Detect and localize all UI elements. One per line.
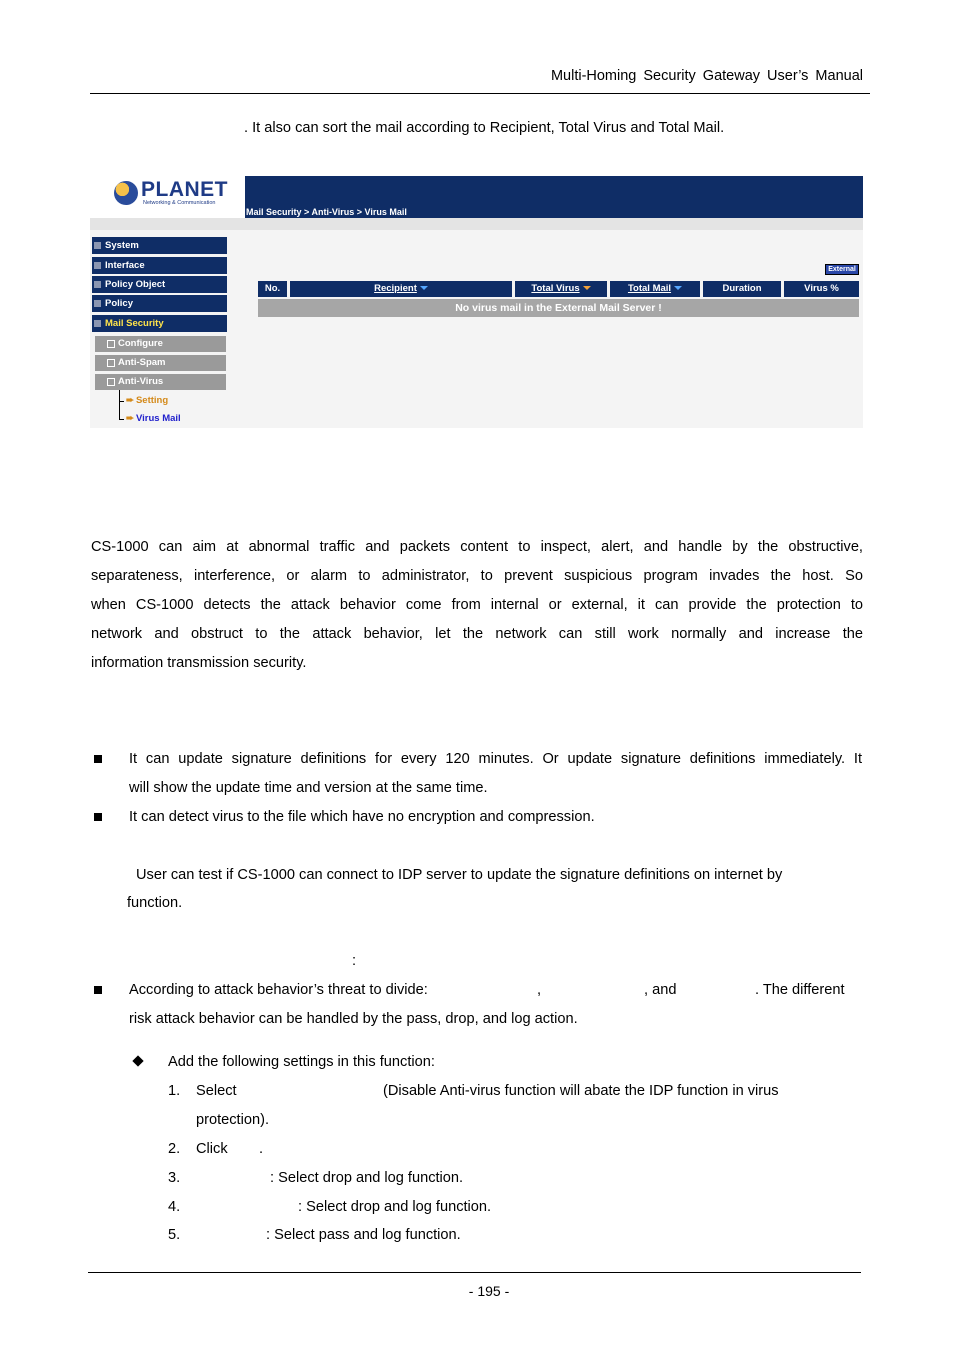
diamond-bullet-icon: [132, 1055, 143, 1066]
expand-icon: [107, 340, 115, 348]
collapse-icon: [107, 378, 115, 386]
step-5-number: 5.: [168, 1227, 181, 1243]
step-2-text: Click: [196, 1141, 228, 1157]
attack-bullet-line2: risk attack behavior can be handled by the pass, drop, and log action.: [129, 1011, 578, 1027]
step-4-number: 4.: [168, 1199, 181, 1215]
col-recipient[interactable]: Recipient: [290, 281, 512, 297]
step-1-note: (Disable Anti-virus function will abate the IDP function in virus: [383, 1083, 779, 1099]
nav-sub-anti-spam[interactable]: Anti-Spam: [95, 355, 226, 371]
arrow-right-icon: ➨: [126, 395, 134, 406]
planet-logo-text: PLANET: [141, 178, 228, 201]
arrow-right-icon: ➨: [126, 413, 134, 424]
col-duration: Duration: [703, 281, 781, 297]
nav-leaf-virus-mail[interactable]: ➨ Virus Mail: [126, 413, 181, 424]
square-bullet-icon: [94, 813, 102, 821]
empty-table-message: No virus mail in the External Mail Server !: [258, 299, 859, 317]
colon-line: :: [352, 953, 357, 969]
col-total-mail[interactable]: Total Mail: [610, 281, 700, 297]
step-2-number: 2.: [168, 1141, 181, 1157]
nav-interface[interactable]: Interface: [92, 257, 227, 274]
banner-strip: [90, 218, 863, 230]
nav-bullet-icon: [94, 320, 101, 327]
step-2-period: .: [259, 1141, 264, 1157]
square-bullet-icon: [94, 986, 102, 994]
step-1-text: Select: [196, 1083, 237, 1099]
sort-down-icon: [583, 286, 591, 290]
planet-logo-tagline: Networking & Communication: [143, 200, 216, 206]
col-no: No.: [258, 281, 287, 297]
running-header: Multi-Homing Security Gateway User’s Manual: [550, 68, 863, 84]
col-virus-percent: Virus %: [784, 281, 859, 297]
logo-area: [90, 176, 245, 218]
attack-bullet-end: . The different: [755, 982, 845, 998]
tree-connector: [119, 401, 124, 402]
step-4-text: : Select drop and log function.: [298, 1199, 492, 1215]
square-bullet-icon: [94, 755, 102, 763]
virus-mail-screenshot: [90, 176, 863, 428]
nav-policy[interactable]: Policy: [92, 295, 227, 312]
sort-down-icon: [420, 286, 428, 290]
bullet-detect-virus: It can detect virus to the file which have no encryption and compression.: [129, 809, 595, 825]
step-3-text: : Select drop and log function.: [270, 1170, 464, 1186]
nav-bullet-icon: [94, 300, 101, 307]
nav-system[interactable]: System: [92, 237, 227, 254]
col-total-virus[interactable]: Total Virus: [515, 281, 607, 297]
tree-connector: [119, 419, 124, 420]
nav-bullet-icon: [94, 281, 101, 288]
step-5-text: : Select pass and log function.: [266, 1227, 461, 1243]
steps-intro: Add the following settings in this function:: [168, 1054, 435, 1070]
intro-line: . It also can sort the mail according to Recipient, Total Virus and Total Mail.: [244, 120, 725, 136]
planet-globe-icon: [114, 181, 138, 205]
nav-bullet-icon: [94, 242, 101, 249]
note-line-2: function.: [127, 895, 183, 911]
attack-bullet-and: , and: [644, 982, 677, 998]
step-3-number: 3.: [168, 1170, 181, 1186]
nav-mail-security[interactable]: Mail Security: [92, 315, 227, 332]
page-number: - 195 -: [468, 1283, 510, 1299]
nav-leaf-setting[interactable]: ➨ Setting: [126, 395, 169, 406]
nav-bullet-icon: [94, 262, 101, 269]
attack-bullet-start: According to attack behavior’s threat to divide:: [129, 982, 428, 998]
breadcrumb: Mail Security > Anti-Virus > Virus Mail: [246, 207, 407, 217]
nav-policy-object[interactable]: Policy Object: [92, 276, 227, 293]
nav-sub-configure[interactable]: Configure: [95, 336, 226, 352]
idp-description: CS-1000 can aim at abnormal traffic and packets content to inspect, alert, and handle by the obstructive, separateness, interference, or alarm to administrator, to prevent suspicious program invades the host. So when CS-1000 detects the attack behavior come from internal or external, it can provide the protection to network and obstruct to the attack behavior, let the network can still work normally and increase the information transmission security.: [91, 539, 863, 671]
expand-icon: [107, 359, 115, 367]
bullet-signature-update: It can update signature definitions for every 120 minutes. Or update signature definitions immediately. It will show the update time and version at the same time.: [129, 751, 862, 796]
step-1-number: 1.: [168, 1083, 181, 1099]
header-rule: [90, 93, 870, 94]
step-1-note-cont: protection).: [196, 1112, 270, 1128]
footer-rule: [88, 1272, 861, 1273]
external-button[interactable]: External: [825, 264, 859, 275]
tree-connector: [119, 390, 120, 420]
attack-bullet-comma: ,: [537, 982, 542, 998]
sort-down-icon: [674, 286, 682, 290]
nav-sub-anti-virus[interactable]: Anti-Virus: [95, 374, 226, 390]
note-line-1: User can test if CS-1000 can connect to IDP server to update the signature definitions on internet by: [136, 867, 783, 883]
